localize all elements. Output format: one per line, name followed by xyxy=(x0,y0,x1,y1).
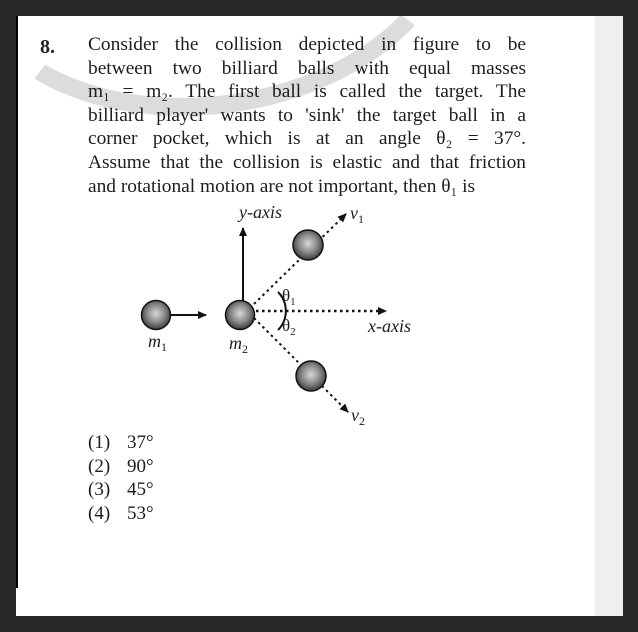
question-line: and rotational motion are not important, then θ₁ is xyxy=(88,175,476,197)
option-1[interactable] xyxy=(88,431,154,455)
y-axis-label: y-axis xyxy=(239,202,282,222)
option-label: (2) xyxy=(88,455,111,477)
option-2[interactable] xyxy=(88,455,154,479)
answer-options xyxy=(88,431,154,525)
x-axis-label: x-axis xyxy=(368,316,411,336)
question-line: billiard player' wants to 'sink' the target ball in a xyxy=(88,104,526,126)
option-3[interactable] xyxy=(88,478,154,502)
v1-trajectory xyxy=(254,214,346,304)
option-value: 45° xyxy=(127,479,154,500)
question-page xyxy=(16,16,623,616)
m1-label: $m_1$ xyxy=(148,331,167,354)
option-label: (3) xyxy=(88,479,111,500)
option-value: 37° xyxy=(127,432,154,453)
question-line: Consider the collision depicted in figure to be xyxy=(88,34,526,55)
ball-after-upper xyxy=(293,230,323,260)
question-number: 8. xyxy=(40,36,55,58)
option-value: 53° xyxy=(127,502,154,524)
option-label: (1) xyxy=(88,432,111,453)
collision-diagram xyxy=(16,16,623,616)
ball-m1 xyxy=(142,301,171,330)
question-line: Assume that the collision is elastic and that friction xyxy=(88,151,526,173)
v2-label: $v_2$ xyxy=(351,405,365,428)
ball-m2 xyxy=(226,301,255,330)
option-4[interactable] xyxy=(88,502,154,526)
v1-label: $v_1$ xyxy=(350,203,364,226)
ball-after-lower xyxy=(296,361,326,391)
option-label: (4) xyxy=(88,502,111,524)
option-value: 90° xyxy=(127,455,154,477)
question-line: corner pocket, which is at an angle θ₂ = 37°. xyxy=(88,128,526,150)
m2-label: $m_2$ xyxy=(229,333,248,356)
theta2-label: $\theta_2$ xyxy=(282,316,296,338)
question-line: between two billiard balls with equal masses xyxy=(88,57,526,79)
theta1-label: $\theta_1$ xyxy=(282,286,296,308)
question-line: m₁ = m₂. The first ball is called the target. The xyxy=(88,81,526,103)
